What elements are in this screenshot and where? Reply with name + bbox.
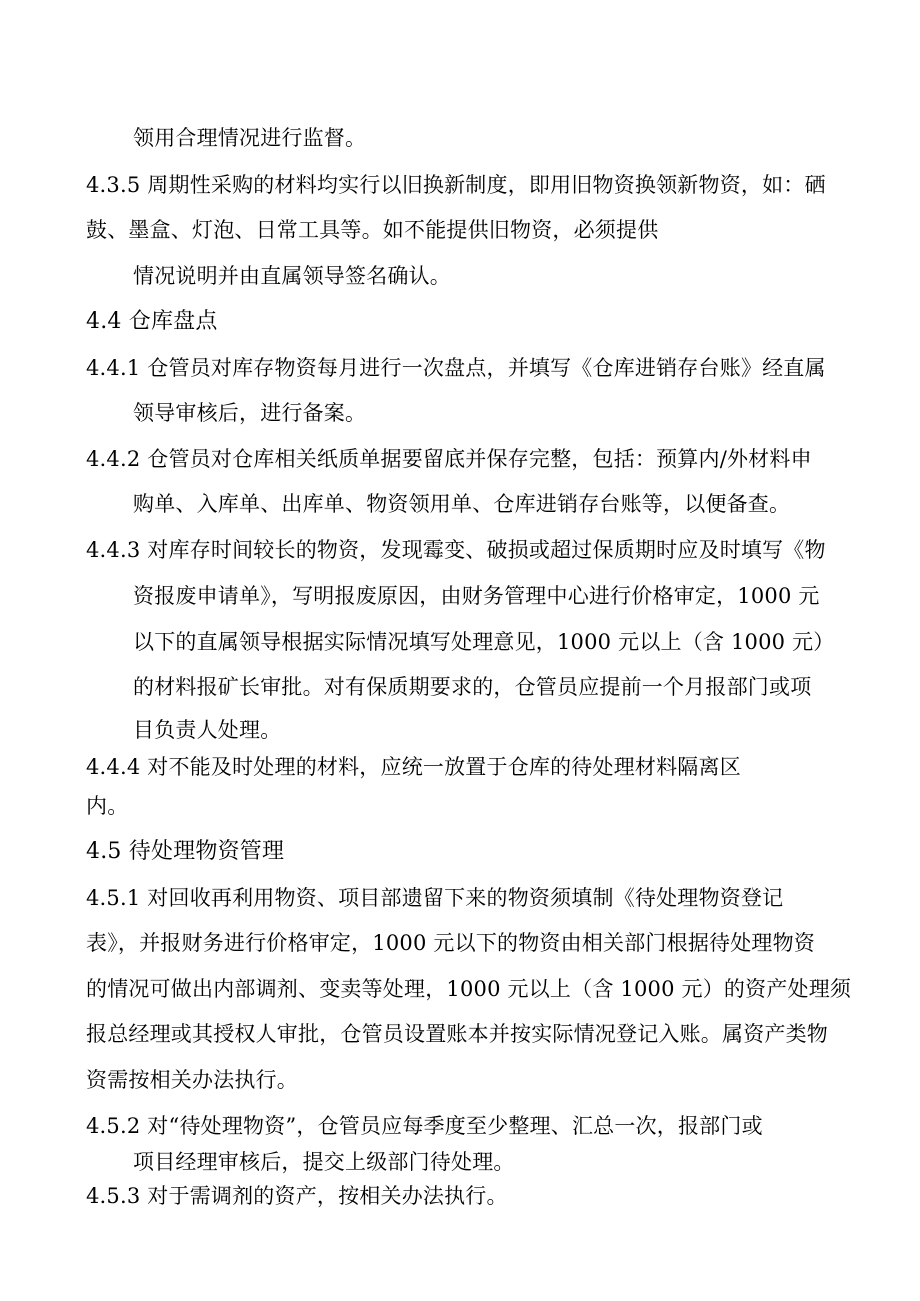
clause-4-4-4-line-1: 4.4.4 对不能及时处理的材料，应统一放置于仓库的待处理材料隔离区 [86, 755, 741, 779]
clause-4-4-2-line-1: 4.4.2 仓管员对仓库相关纸质单据要留底并保存完整，包括：预算内/外材料申 [86, 447, 812, 471]
clause-4-5-3-line-1: 4.5.3 对于需调剂的资产，按相关办法执行。 [86, 1184, 508, 1208]
clause-4-5-2-line-2: 项目经理审核后，提交上级部门待处理。 [133, 1150, 515, 1174]
clause-4-4-1-line-1: 4.4.1 仓管员对库存物资每月进行一次盘点，并填写《仓库进销存台账》经直属 [86, 356, 826, 380]
clause-4-3-5-line-3: 情况说明并由直属领导签名确认。 [133, 264, 451, 288]
text-line: 领用合理情况进行监督。 [133, 126, 367, 150]
clause-4-4-3-line-5: 目负责人处理。 [133, 718, 282, 742]
clause-4-3-5-line-2: 鼓、墨盒、灯泡、日常工具等。如不能提供旧物资，必须提供 [86, 218, 659, 242]
clause-4-5-1-line-4: 报总经理或其授权人审批，仓管员设置账本并按实际情况登记入账。属资产类物 [86, 1022, 828, 1046]
clause-4-4-2-line-2: 购单、入库单、出库单、物资领用单、仓库进销存台账等，以便备查。 [133, 492, 791, 516]
clause-4-4-3-line-2: 资报废申请单》，写明报废原因，由财务管理中心进行价格审定，1000 元 [133, 584, 820, 608]
clause-4-5-1-line-5: 资需按相关办法执行。 [86, 1068, 298, 1092]
clause-4-4-3-line-4: 的材料报矿长审批。对有保质期要求的，仓管员应提前一个月报部门或项 [133, 675, 812, 699]
section-heading-4-5: 4.5 待处理物资管理 [86, 839, 285, 864]
clause-4-5-2-line-1: 4.5.2 对“待处理物资”，仓管员应每季度至少整理、汇总一次，报部门或 [86, 1114, 763, 1138]
clause-4-5-1-line-3: 的情况可做出内部调剂、变卖等处理，1000 元以上（含 1000 元）的资产处理须 [86, 977, 852, 1001]
clause-4-5-1-line-1: 4.5.1 对回收再利用物资、项目部遗留下来的物资须填制《待处理物资登记 [86, 886, 784, 910]
clause-4-4-3-line-3: 以下的直属领导根据实际情况填写处理意见，1000 元以上（含 1000 元） [133, 630, 835, 654]
section-heading-4-4: 4.4 仓库盘点 [86, 309, 218, 334]
clause-4-5-1-line-2: 表》，并报财务进行价格审定，1000 元以下的物资由相关部门根据待处理物资 [86, 931, 816, 955]
clause-4-4-1-line-2: 领导审核后，进行备案。 [133, 401, 367, 425]
clause-4-4-3-line-1: 4.4.3 对库存时间较长的物资，发现霉变、破损或超过保质期时应及时填写《物 [86, 538, 826, 562]
clause-4-3-5-line-1: 4.3.5 周期性采购的材料均实行以旧换新制度，即用旧物资换领新物资，如：硒 [86, 173, 826, 197]
clause-4-4-4-line-2: 内。 [86, 794, 129, 818]
